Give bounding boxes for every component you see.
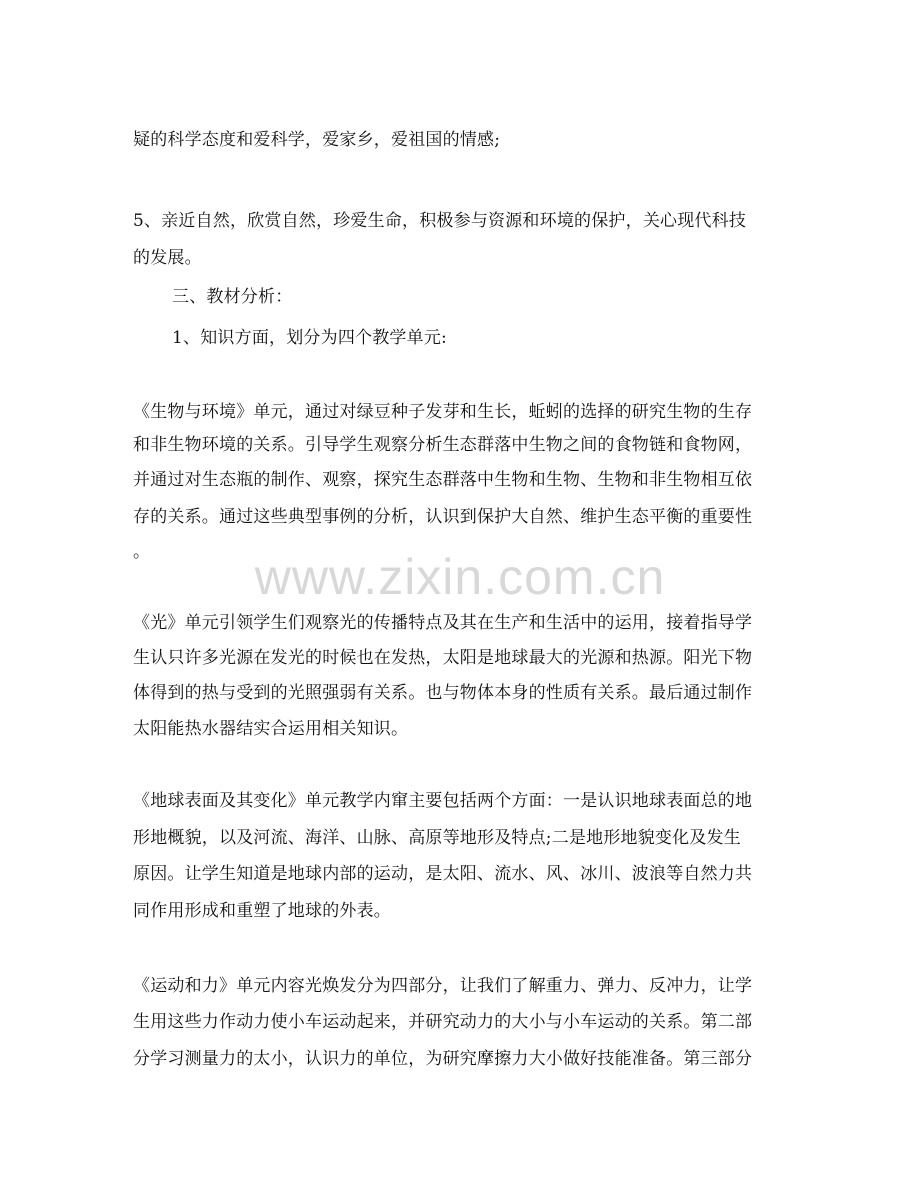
text-line: 原因。让学生知道是地球内部的运动，是太阳、流水、风、冰川、波浪等自然力共 xyxy=(133,864,753,884)
watermark: www.zixin.com.cn xyxy=(254,549,666,605)
text-line: 体得到的热与受到的光照强弱有关系。也与物体本身的性质有关系。最后通过制作 xyxy=(133,683,753,703)
text-line: 《生物与环境》单元，通过对绿豆种子发芽和生长，蚯蚓的选择的研究生物的生存 xyxy=(133,402,753,422)
text-line: 《地球表面及其变化》单元教学内窜主要包括两个方面：一是认识地球表面总的地 xyxy=(133,791,753,811)
section-heading: 三、教材分析： xyxy=(172,287,293,307)
text-line: 1、知识方面，划分为四个教学单元: xyxy=(172,328,447,348)
text-line: 存的关系。通过这些典型事例的分析，认识到保护大自然、维护生态平衡的重要性 xyxy=(133,507,753,527)
text-line: 和非生物环境的关系。引导学生观察分析生态群落中生物之间的食物链和食物网， xyxy=(133,435,753,455)
text-line: 分学习测量力的太小，认识力的单位，为研究摩擦力大小做好技能准备。第三部分 xyxy=(133,1049,753,1069)
text-line: 5、亲近自然，欣赏自然，珍爱生命，积极参与资源和环境的保护，关心现代科技 xyxy=(133,211,747,231)
text-line: 生认只许多光源在发光的时候也在发热，太阳是地球最大的光源和热源。阳光下物 xyxy=(133,648,753,668)
text-line: 生用这些力作动力使小车运动起来，并研究动力的大小与小车运动的关系。第二部 xyxy=(133,1012,753,1032)
text-line: 同作用形成和重塑了地球的外表。 xyxy=(133,901,391,921)
text-line: 。 xyxy=(133,542,151,562)
text-line: 的发展。 xyxy=(133,248,202,268)
text-line: 疑的科学态度和爱科学，爱家乡，爱祖国的情感; xyxy=(133,130,501,150)
text-line: 并通过对生态瓶的制作、观察，探究生态群落中生物和生物、生物和非生物相互依 xyxy=(133,470,753,490)
text-line: 《运动和力》单元内容光焕发分为四部分，让我们了解重力、弹力、反冲力，让学 xyxy=(133,976,753,996)
text-line: 形地概貌，以及河流、海洋、山脉、高原等地形及特点;二是地形地貌变化及发生 xyxy=(133,828,741,848)
text-line: 太阳能热水器结实合运用相关知识。 xyxy=(133,719,409,739)
text-line: 《光》单元引领学生们观察光的传播特点及其在生产和生活中的运用，接着指导学 xyxy=(133,613,753,633)
